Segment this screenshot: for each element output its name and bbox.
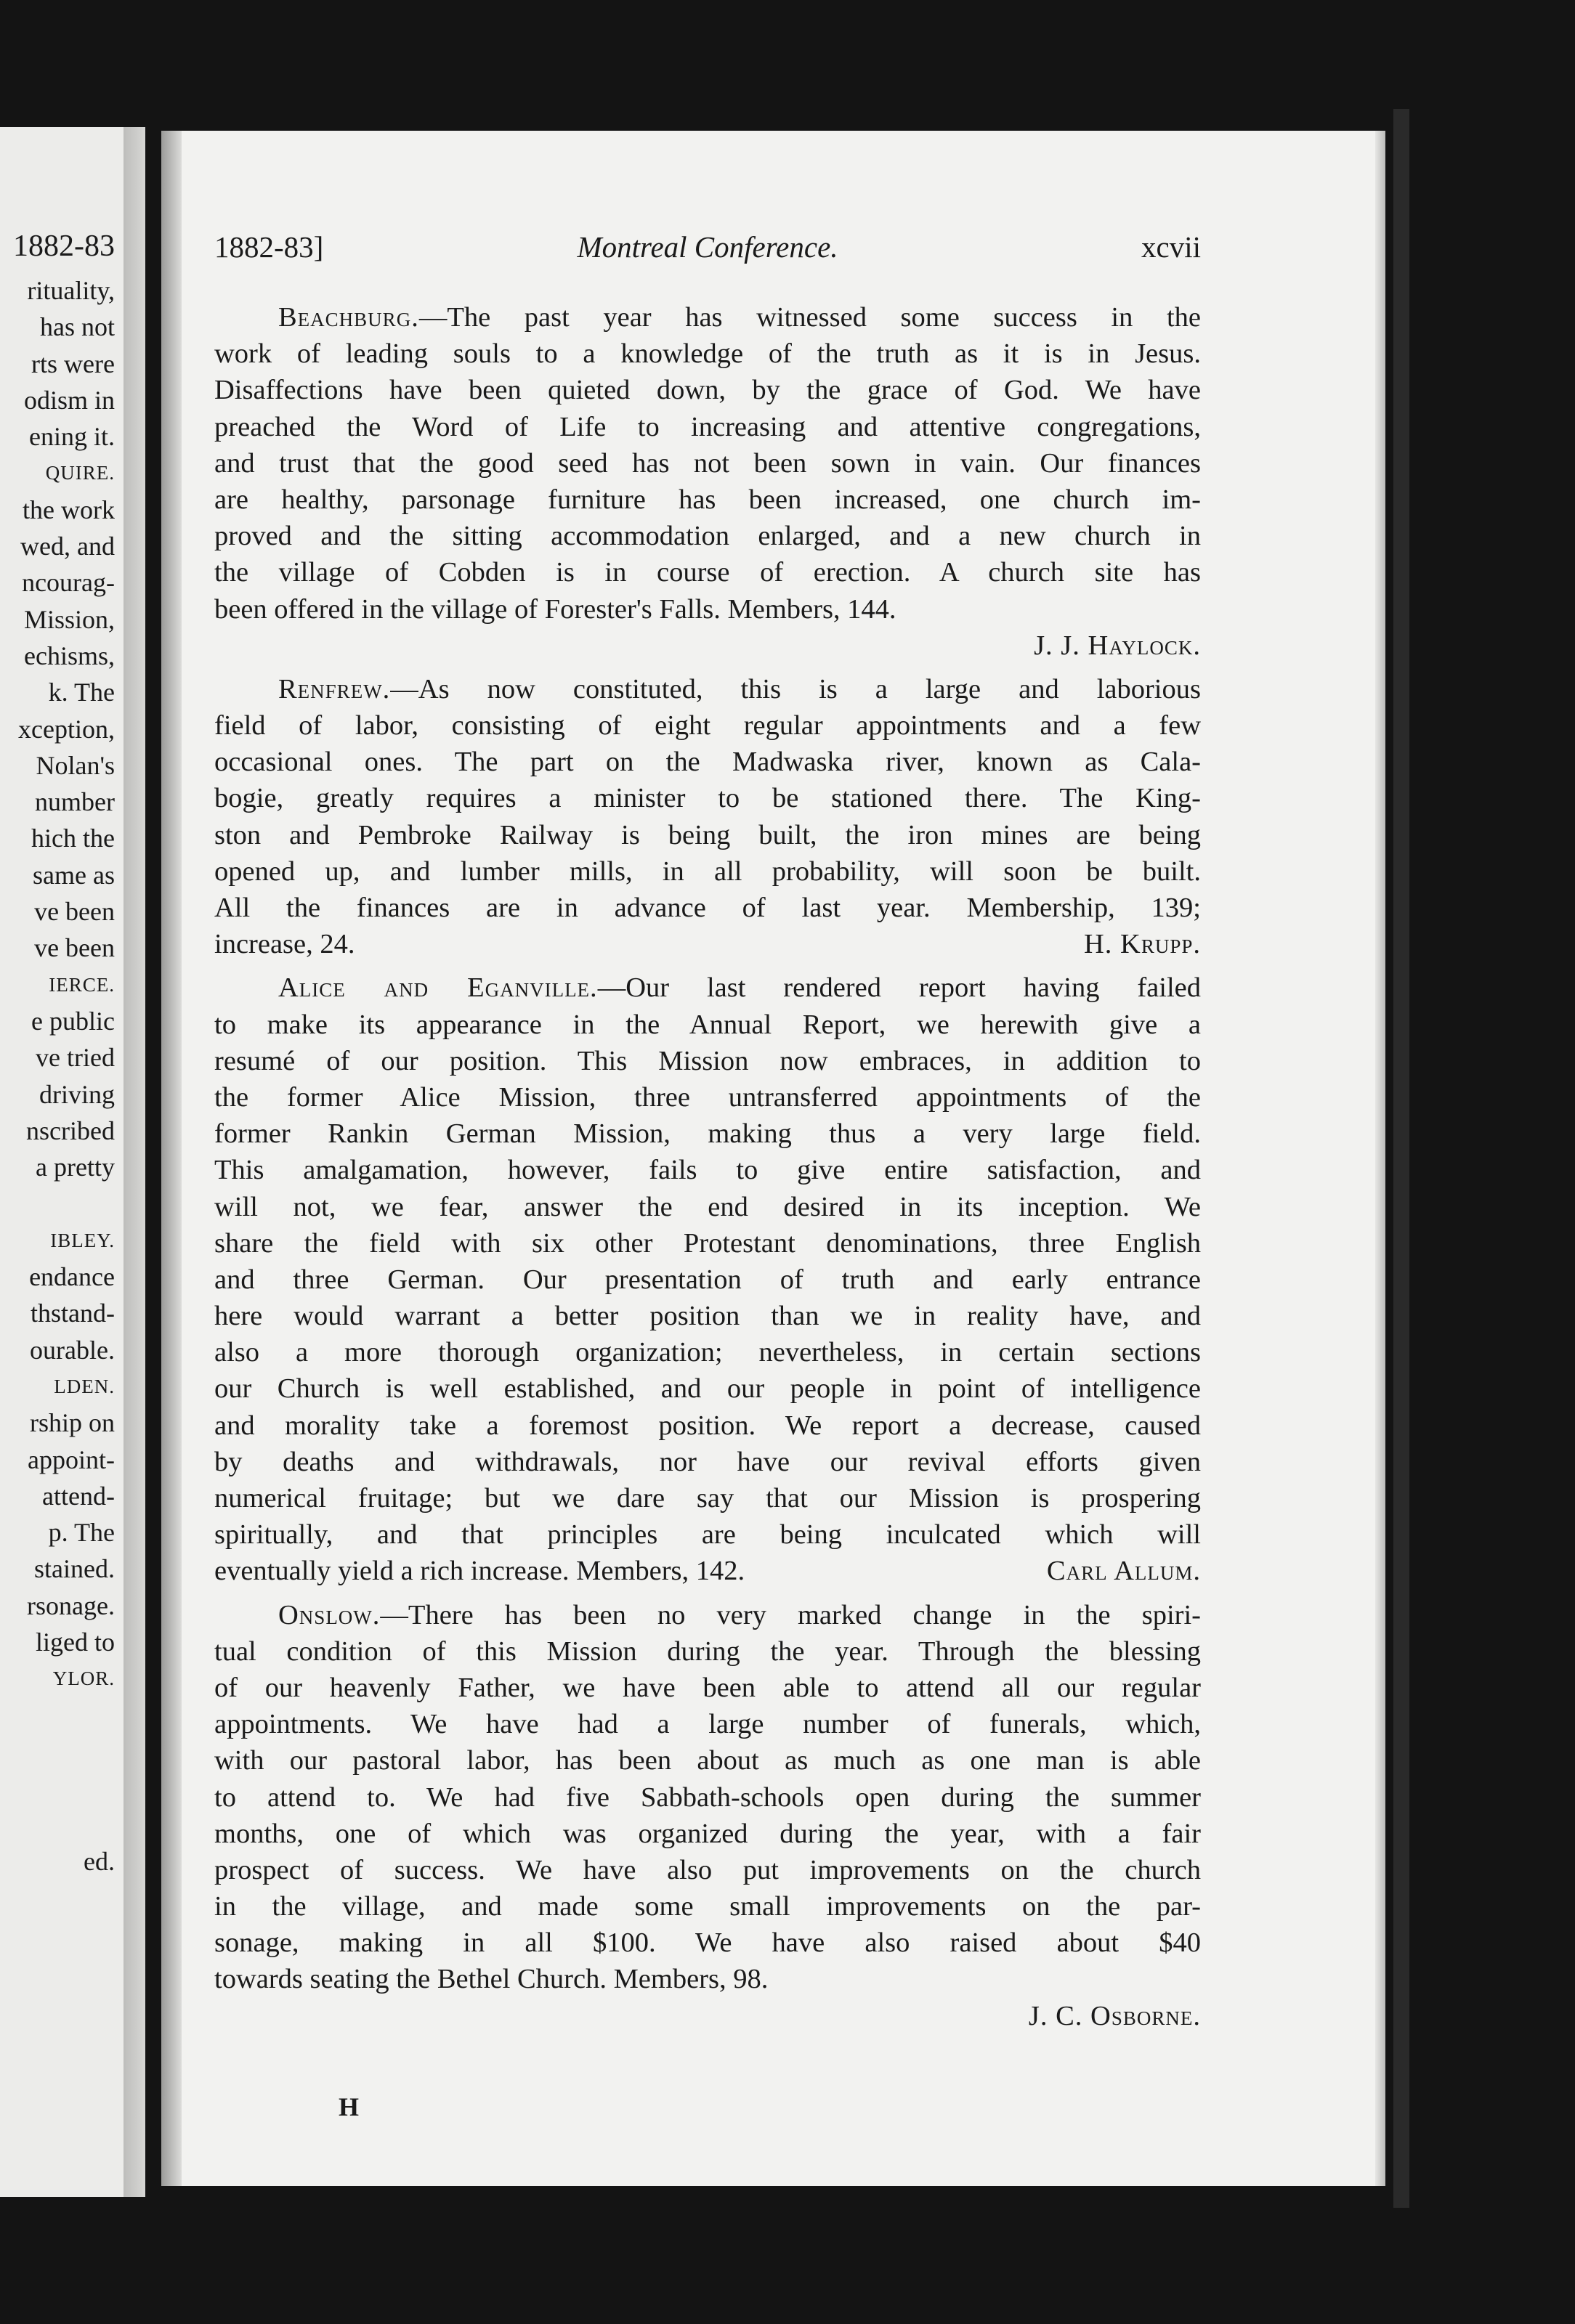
left-page-line: YLOR.: [52, 1667, 115, 1690]
left-page-line: thstand-: [31, 1299, 115, 1328]
left-page-line: ourable.: [30, 1335, 115, 1365]
left-page-line: xception,: [18, 714, 115, 744]
left-page-line: appoint-: [28, 1445, 115, 1474]
text-line: tual condition of this Mission during the year. Through the blessing: [214, 1636, 1201, 1667]
text-line: This amalgamation, however, fails to give entire satisfaction, and: [214, 1155, 1201, 1186]
left-page-line: driving: [39, 1079, 115, 1109]
report-onslow: [214, 1597, 1201, 2034]
text-line: and trust that the good seed has not been sown in vain. Our finances: [214, 447, 1201, 479]
page-spine-shadow: [161, 131, 182, 2186]
left-page-line: liged to: [36, 1627, 115, 1657]
text-line: been offered in the village of Forester's Falls. Members, 144.: [214, 593, 896, 625]
text-line: and three German. Our presentation of truth and early entrance: [214, 1264, 1201, 1295]
left-page-line: p. The: [48, 1518, 115, 1548]
text-line: resumé of our position. This Mission now embraces, in addition to: [214, 1045, 1201, 1076]
left-page-line: rsonage.: [27, 1590, 115, 1620]
left-page-line: Nolan's: [36, 750, 115, 780]
text-line: the former Alice Mission, three untransferred appointments of the: [214, 1081, 1201, 1113]
left-page-line: k. The: [48, 678, 115, 707]
text-line: appointments. We have had a large number of funerals, which,: [214, 1709, 1201, 1740]
left-page-line: has not: [40, 312, 115, 342]
text-line: field of labor, consisting of eight regular appointments and a few: [214, 710, 1201, 742]
text-line: bogie, greatly requires a minister to be stationed there. The King-: [214, 783, 1201, 814]
text-line: are healthy, parsonage furniture has been increased, one church im-: [214, 484, 1201, 515]
left-page-line: attend-: [42, 1481, 115, 1511]
left-page-line: ve tried: [36, 1043, 115, 1073]
left-page-header: 1882-83: [13, 229, 115, 263]
page-number: xcvii: [1141, 230, 1201, 264]
report-signature: J. C. Osborne.: [1028, 2000, 1201, 2031]
left-page-line: rituality,: [27, 276, 115, 305]
text-line: months, one of which was organized during the year, with a fair: [214, 1818, 1201, 1849]
report-signature: H. Krupp.: [1083, 929, 1201, 960]
left-page-line: endance: [29, 1262, 115, 1292]
text-line: prospect of success. We have also put improvements on the church: [214, 1854, 1201, 1885]
text-line: former Rankin German Mission, making thus a very large field.: [214, 1118, 1201, 1150]
text-line: eventually yield a rich increase. Members, 142. Carl Allum.: [214, 1553, 1201, 1589]
left-page-line: ve been: [34, 933, 115, 963]
report-signature: J. J. Haylock.: [1034, 630, 1201, 661]
left-page-line: ncourag-: [22, 568, 115, 598]
left-page-line: echisms,: [24, 641, 115, 670]
left-page-line: [0, 1697, 115, 1734]
text-line: will not, we fear, answer the end desired in its inception. We: [214, 1191, 1201, 1222]
left-page-line: Mission,: [23, 604, 115, 634]
background-strip: [1393, 109, 1409, 2208]
running-head-title: Montreal Conference.: [577, 230, 838, 264]
left-page-gutter: [124, 127, 145, 2197]
text-line: towards seating the Bethel Church. Members, 98.: [214, 1964, 769, 1995]
report-name: Alice and Eganville.: [278, 972, 598, 1004]
report-beachburg: [214, 299, 1201, 664]
text-line: Renfrew.—As now constituted, this is a large and laborious: [278, 673, 1201, 704]
left-page-line: LDEN.: [54, 1375, 115, 1397]
report-name: Onslow.: [278, 1599, 381, 1630]
report-signature: Carl Allum.: [1046, 1556, 1201, 1587]
text-line: All the finances are in advance of last year. Membership, 139;: [214, 893, 1201, 923]
left-page-line: e public: [31, 1006, 115, 1036]
left-page-line: odism in: [23, 385, 115, 415]
left-page-text: [0, 272, 115, 1880]
left-page-line: [0, 1770, 115, 1806]
report-alice-and-eganville: [214, 970, 1201, 1589]
text-line: Onslow.—There has been no very marked change in the spiri-: [278, 1599, 1201, 1630]
printer-signature-mark: H: [339, 2092, 360, 2121]
left-page-line: [0, 1734, 115, 1770]
left-page-line: ening it.: [29, 422, 115, 452]
left-page-line: ed.: [84, 1846, 115, 1876]
text-line: numerical fruitage; but we dare say that our Mission is prospering: [214, 1483, 1201, 1514]
text-line: and morality take a foremost position. We report a decrease, caused: [214, 1410, 1201, 1441]
text-line: sonage, making in all $100. We have also raised about $40: [214, 1927, 1201, 1959]
report-name: Beachburg.: [278, 302, 419, 333]
text-line: preached the Word of Life to increasing and attentive congregations,: [214, 411, 1201, 442]
left-page-line: [0, 1185, 115, 1222]
text-line: Beachburg.—The past year has witnessed some success in the: [278, 302, 1201, 333]
left-page-line: a pretty: [36, 1153, 115, 1182]
left-page-line: hich the: [31, 824, 115, 853]
report-name: Renfrew.: [278, 673, 391, 704]
left-page-line: same as: [33, 860, 115, 890]
text-line: also a more thorough organization; nevertheless, in certain sections: [214, 1337, 1201, 1368]
text-line: to attend to. We had five Sabbath-schools open during the summer: [214, 1781, 1201, 1813]
text-line: Disaffections have been quieted down, by the grace of God. We have: [214, 375, 1201, 406]
running-head: [214, 229, 1201, 267]
page-edge-shadow: [1375, 131, 1385, 2186]
left-page-line: QUIRE.: [45, 462, 115, 484]
left-page-line: wed, and: [20, 532, 115, 561]
text-line: of our heavenly Father, we have been able to attend all our regular: [214, 1672, 1201, 1703]
text-line: ston and Pembroke Railway is being built, the iron mines are being: [214, 819, 1201, 850]
text-line: increase, 24. H. Krupp.: [214, 926, 1201, 962]
left-page-line: nscribed: [26, 1116, 115, 1145]
report-renfrew: [214, 671, 1201, 963]
text-line: work of leading souls to a knowledge of the truth as it is in Jesus.: [214, 338, 1201, 370]
text-line: occasional ones. The part on the Madwaska river, known as Cala-: [214, 747, 1201, 778]
left-page-line: [0, 1806, 115, 1842]
text-line: opened up, and lumber mills, in all probability, will soon be built.: [214, 856, 1201, 887]
left-page-line: stained.: [34, 1554, 115, 1584]
left-page: [0, 127, 145, 2197]
left-page-line: rship on: [30, 1408, 115, 1438]
left-page-line: number: [35, 787, 115, 817]
text-line: spiritually, and that principles are being inculcated which will: [214, 1519, 1201, 1551]
text-line: with our pastoral labor, has been about as much as one man is able: [214, 1745, 1201, 1776]
left-page-line: ve been: [34, 897, 115, 927]
text-line: in the village, and made some small improvements on the par-: [214, 1891, 1201, 1922]
left-page-line: IBLEY.: [50, 1229, 115, 1251]
text-line: to make its appearance in the Annual Report, we herewith give a: [214, 1009, 1201, 1040]
left-page-line: the work: [23, 495, 115, 524]
text-line: share the field with six other Protestant denominations, three English: [214, 1227, 1201, 1259]
text-line: here would warrant a better position than we in reality have, and: [214, 1301, 1201, 1332]
text-line: by deaths and withdrawals, nor have our revival efforts given: [214, 1446, 1201, 1477]
text-line: proved and the sitting accommodation enlarged, and a new church in: [214, 521, 1201, 552]
running-head-year: 1882-83]: [214, 230, 324, 264]
text-line: the village of Cobden is in course of erection. A church site has: [214, 557, 1201, 588]
left-page-line: rts were: [31, 349, 115, 378]
text-line: our Church is well established, and our people in point of intelligence: [214, 1373, 1201, 1405]
page-body: [214, 299, 1201, 2034]
left-page-line: IERCE.: [49, 973, 115, 996]
text-line: Alice and Eganville.—Our last rendered report having failed: [278, 972, 1201, 1004]
